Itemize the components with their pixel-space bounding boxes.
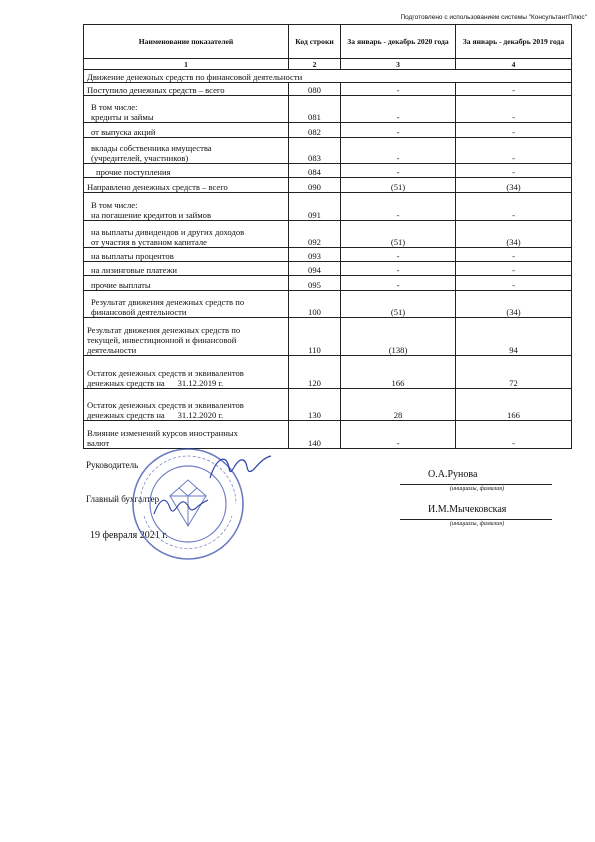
row-name: Направлено денежных средств – всего [84,178,289,193]
row-name: вклады собственника имущества (учредителей, участников) [84,138,289,164]
accountant-name: И.М.Мычековская [428,504,507,515]
row-value-2020: - [341,138,456,164]
row-value-2020: (51) [341,221,456,248]
row-code: 081 [289,96,341,123]
row-code: 130 [289,389,341,421]
row-name: Остаток денежных средств и эквивалентов денежных средств на 31.12.2019 г. [84,356,289,389]
row-value-2020: - [341,164,456,178]
head-label: Руководитель [86,460,139,470]
row-name: Остаток денежных средств и эквивалентов денежных средств на 31.12.2020 г. [84,389,289,421]
row-value-2020: - [341,193,456,221]
row-value-2020: (51) [341,291,456,318]
row-code: 082 [289,123,341,138]
row-value-2019: - [456,193,572,221]
table-row [84,262,572,276]
head-signature-line [400,484,552,485]
prepared-note: Подготовлено с использованием системы "КонсультантПлюс" [400,14,587,21]
row-name: прочие выплаты [84,276,289,291]
table-row [84,193,572,221]
column-number: 3 [341,59,456,70]
row-name: на выплаты дивидендов и других доходов от участия в уставном капитале [84,221,289,248]
row-code: 092 [289,221,341,248]
row-value-2019: - [456,421,572,449]
accountant-signature-line [400,519,552,520]
row-value-2020: - [341,248,456,262]
row-value-2019: - [456,276,572,291]
table-row [84,291,572,318]
report-date: 19 февраля 2021 г. [90,530,168,541]
header-name: Наименование показателей [84,25,289,59]
table-row [84,96,572,123]
table-row [84,221,572,248]
row-code: 100 [289,291,341,318]
table-row [84,389,572,421]
header-period-2019: За январь - декабрь 2019 года [456,25,572,59]
row-name: прочие поступления [84,164,289,178]
row-code: 120 [289,356,341,389]
row-name: Поступило денежных средств – всего [84,83,289,96]
row-value-2019: - [456,138,572,164]
row-code: 091 [289,193,341,221]
row-code: 084 [289,164,341,178]
table-row [84,164,572,178]
table-row [84,356,572,389]
row-value-2019: - [456,248,572,262]
table-row [84,178,572,193]
row-name: от выпуска акций [84,123,289,138]
row-name: Влияние изменений курсов иностранных валют [84,421,289,449]
row-name: Результат движения денежных средств по текущей, инвестиционной и финансовой деятельности [84,318,289,356]
row-value-2019: 94 [456,318,572,356]
row-code: 094 [289,262,341,276]
row-value-2019: (34) [456,221,572,248]
row-name: на выплаты процентов [84,248,289,262]
head-name: О.А.Рунова [428,469,478,480]
row-code: 140 [289,421,341,449]
row-value-2019: 166 [456,389,572,421]
head-caption: (инициалы, фамилия) [449,486,505,492]
row-code: 083 [289,138,341,164]
table-row [84,248,572,262]
row-code: 090 [289,178,341,193]
column-number: 1 [84,59,289,70]
row-value-2020: 28 [341,389,456,421]
row-value-2019: (34) [456,291,572,318]
row-value-2019: 72 [456,356,572,389]
table-row [84,318,572,356]
row-value-2020: - [341,83,456,96]
section-title: Движение денежных средств по финансовой деятельности [84,70,572,83]
column-number: 4 [456,59,572,70]
row-value-2020: - [341,262,456,276]
accountant-caption: (инициалы, фамилия) [449,521,505,527]
row-value-2019: - [456,83,572,96]
row-name: на лизинговые платежи [84,262,289,276]
row-value-2019: - [456,164,572,178]
row-value-2019: - [456,123,572,138]
row-value-2020: - [341,123,456,138]
row-value-2020: (138) [341,318,456,356]
header-code: Код строки [289,25,341,59]
cash-flow-table [83,24,572,449]
row-value-2020: - [341,276,456,291]
row-value-2020: - [341,421,456,449]
header-period-2020: За январь - декабрь 2020 года [341,25,456,59]
column-number: 2 [289,59,341,70]
accountant-signature [150,488,210,522]
row-name: В том числе: на погашение кредитов и займов [84,193,289,221]
table-row [84,276,572,291]
row-code: 093 [289,248,341,262]
row-value-2019: - [456,96,572,123]
row-code: 110 [289,318,341,356]
head-signature [205,448,275,488]
row-value-2020: - [341,96,456,123]
accountant-label: Главный бухгалтер [86,494,160,504]
row-value-2020: 166 [341,356,456,389]
row-code: 080 [289,83,341,96]
table-row [84,123,572,138]
row-name: В том числе: кредиты и займы [84,96,289,123]
row-value-2020: (51) [341,178,456,193]
table-row [84,138,572,164]
row-value-2019: (34) [456,178,572,193]
row-value-2019: - [456,262,572,276]
table-row [84,421,572,449]
row-code: 095 [289,276,341,291]
table-row [84,83,572,96]
row-name: Результат движения денежных средств по финансовой деятельности [84,291,289,318]
